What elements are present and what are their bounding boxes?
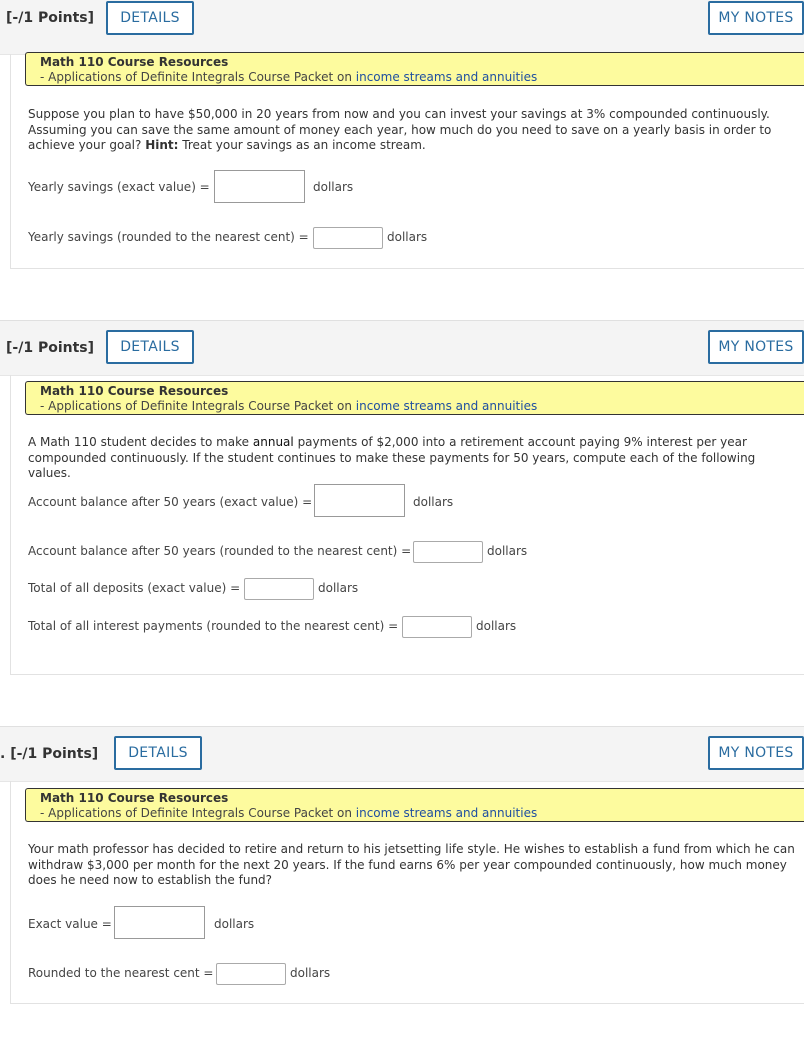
q3-rounded-label: Rounded to the nearest cent = [28,966,214,980]
q2-exact-years: 50 [163,495,179,509]
q2-deposits-label: Total of all deposits (exact value) = [28,581,241,595]
q1-rounded-label: Yearly savings (rounded to the nearest cent) = [28,230,309,244]
q3-text-d: % per year compounded continuously, how much money does he need now to establish the fund? [28,857,787,887]
q1-rounded-input[interactable] [313,227,383,249]
q3-rate: 6 [436,857,445,872]
q2-interest-input[interactable] [402,616,472,638]
income-streams-link[interactable]: income streams and annuities [355,806,538,820]
q1-exact-unit: dollars [313,180,354,194]
q2-exact-label-b: years (exact value) = [178,495,313,509]
q2-text-d: years, compute each of the following values. [28,450,756,480]
q2-exact-input[interactable] [314,484,405,517]
q1-amount: 50,000 [195,107,238,121]
q3-rounded-unit: dollars [290,966,331,980]
q2-rounded-label-a: Account balance after [28,544,164,558]
q3-exact-unit: dollars [214,917,255,931]
q2-deposits-unit: dollars [318,581,359,595]
q2-rate: 9 [623,435,632,449]
q2-text-c: % interest per year compounded continuously. If the student continues to make these payments for [28,435,747,465]
q1-text-a: Suppose you plan to have $ [28,107,196,121]
q1-text-c: years from now and you can invest your savings at 3% compounded continuously. Assuming you can save the same amount of money each year, how much do you need to save on a yearly basis in order to achieve your goal? [28,107,772,152]
q3-exact-input[interactable] [114,906,205,939]
q2-text-b: payments of $2,000 into a retirement account paying [293,435,624,449]
q2-exact-label-a: Account balance after [28,495,164,509]
q1-hint-text: Treat your savings as an income stream. [178,138,426,152]
question-2-problem-text [28,435,798,482]
q2-rounded-years: 50 [163,544,179,558]
question-2-header [0,320,804,376]
question-1-course-resources [25,52,804,86]
q2-rounded-unit: dollars [487,544,528,558]
q2-exact-label [28,494,312,510]
q1-text-b: in [237,107,257,121]
q1-exact-label: Yearly savings (exact value) = [28,180,210,194]
q2-interest-label: Total of all interest payments (rounded to the nearest cent) = [28,619,399,633]
q2-rounded-label-b: years (rounded to the nearest cent) = [178,544,412,558]
q2-exact-unit: dollars [413,495,454,509]
question-2-my-notes-button[interactable]: MY NOTES [708,330,804,364]
resources-line-prefix: - Applications of Definite Integrals Course Packet on [40,399,356,413]
resources-title: Math 110 Course Resources [40,791,229,805]
q2-interest-unit: dollars [476,619,517,633]
question-3-course-resources [25,788,804,822]
q3-amount: 3,000 [94,857,129,872]
question-1-points: [-/1 Points] [6,10,95,26]
resources-line-prefix: - Applications of Definite Integrals Course Packet on [40,806,356,820]
question-3-problem-text [28,842,798,889]
resources-line [40,399,804,414]
question-2-details-button[interactable]: DETAILS [106,330,194,364]
resources-title: Math 110 Course Resources [40,384,229,398]
question-3-points: . [-/1 Points] [0,746,99,762]
q2-rounded-input[interactable] [413,541,483,563]
question-3-my-notes-button[interactable]: MY NOTES [708,736,804,770]
q3-text-b: per month for the next [129,857,274,872]
resources-line [40,70,804,85]
question-1-problem-text [28,107,798,154]
q1-exact-input[interactable] [214,170,305,203]
question-2-course-resources [25,381,804,415]
q2-years: 50 [513,450,529,465]
question-1-details-button[interactable]: DETAILS [106,1,194,35]
q3-text-c: years. If the fund earns [288,857,437,872]
q2-text-a: A Math 110 student decides to make [28,435,253,449]
q1-years: 20 [256,107,272,121]
income-streams-link[interactable]: income streams and annuities [355,399,538,413]
q1-hint-label: Hint: [145,138,179,152]
q3-text-a: Your math professor has decided to retire and return to his jetsetting life style. He wishes to establish a fund from which he can withdraw $ [28,842,795,872]
q2-deposits-input[interactable] [244,578,314,600]
question-3-header [0,726,804,782]
q2-annual: annual [252,435,294,449]
question-1-my-notes-button[interactable]: MY NOTES [708,1,804,35]
q3-rounded-input[interactable] [216,963,286,985]
question-1-header [0,0,804,55]
resources-line-prefix: - Applications of Definite Integrals Course Packet on [40,70,356,84]
question-3-details-button[interactable]: DETAILS [114,736,202,770]
q3-years: 20 [273,857,289,872]
q3-exact-label: Exact value = [28,917,112,931]
resources-title: Math 110 Course Resources [40,55,229,69]
resources-line [40,806,804,821]
income-streams-link[interactable]: income streams and annuities [355,70,538,84]
q1-rounded-unit: dollars [387,230,428,244]
q2-rounded-label [28,543,411,559]
question-2-points: [-/1 Points] [6,340,95,356]
